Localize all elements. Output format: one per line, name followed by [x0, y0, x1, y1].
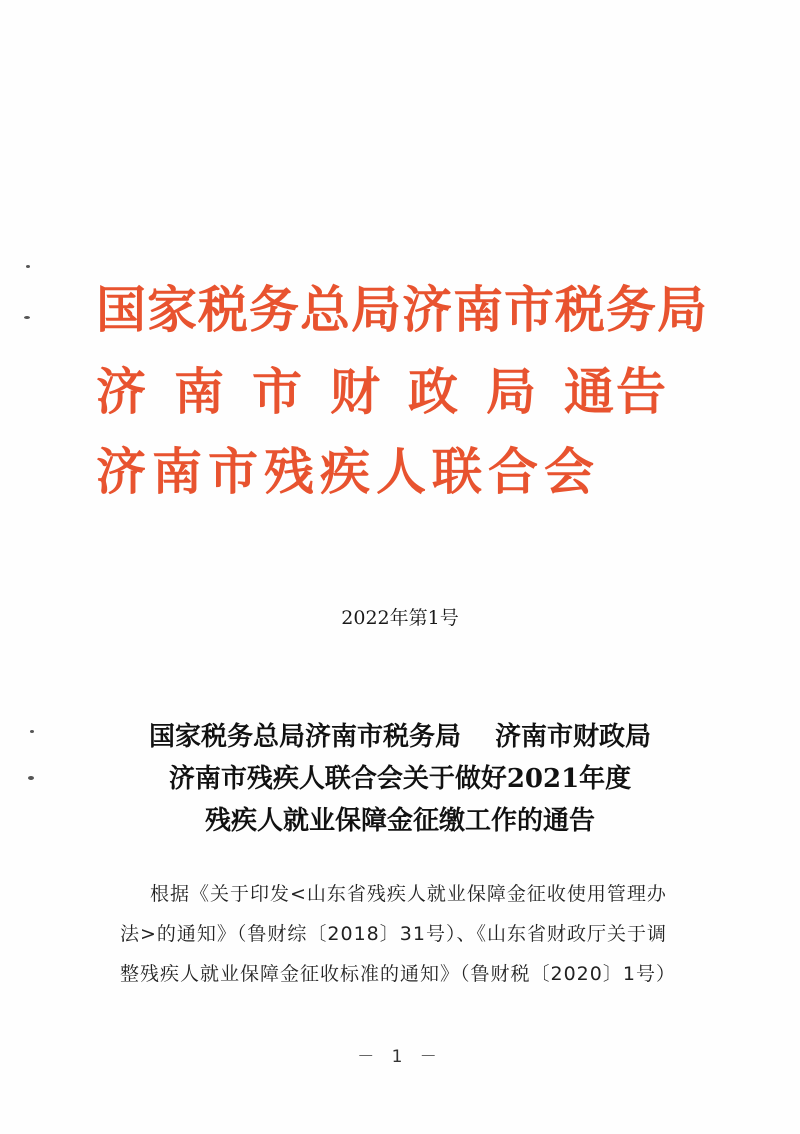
- page-number: － 1 －: [357, 1047, 443, 1067]
- title-line-1-part-b: 济南市财政局: [495, 722, 652, 752]
- document-title: [0, 716, 800, 842]
- title-line-3: 残疾人就业保障金征缴工作的通告: [204, 806, 595, 836]
- scan-speck: [24, 316, 30, 319]
- scan-speck: [26, 265, 30, 268]
- body-line: 根据《关于印发<山东省残疾人就业保障金征收使用管理办: [150, 883, 667, 905]
- body-line: 整残疾人就业保障金征收标准的通知》（鲁财税〔2020〕1号）: [120, 963, 676, 985]
- document-number: 2022年第1号: [341, 607, 459, 629]
- header-line-tax-bureau: 国家税务总局济南市税务局: [96, 280, 708, 339]
- header-notice-label: 通告: [564, 362, 668, 421]
- body-paragraph: [120, 874, 700, 994]
- title-line-1: [0, 716, 800, 758]
- header-line-finance-bureau: [96, 362, 668, 422]
- header-line-disabled-federation: 济南市残疾人联合会: [96, 442, 600, 501]
- title-line-1-part-a: 国家税务总局济南市税务局: [148, 722, 461, 752]
- header-finance-bureau-name: 济南市财政局: [96, 362, 564, 421]
- title-line-2: 济南市残疾人联合会关于做好2021年度: [168, 764, 632, 794]
- body-line: 法>的通知》（鲁财综〔2018〕31号）、《山东省财政厅关于调: [120, 923, 667, 945]
